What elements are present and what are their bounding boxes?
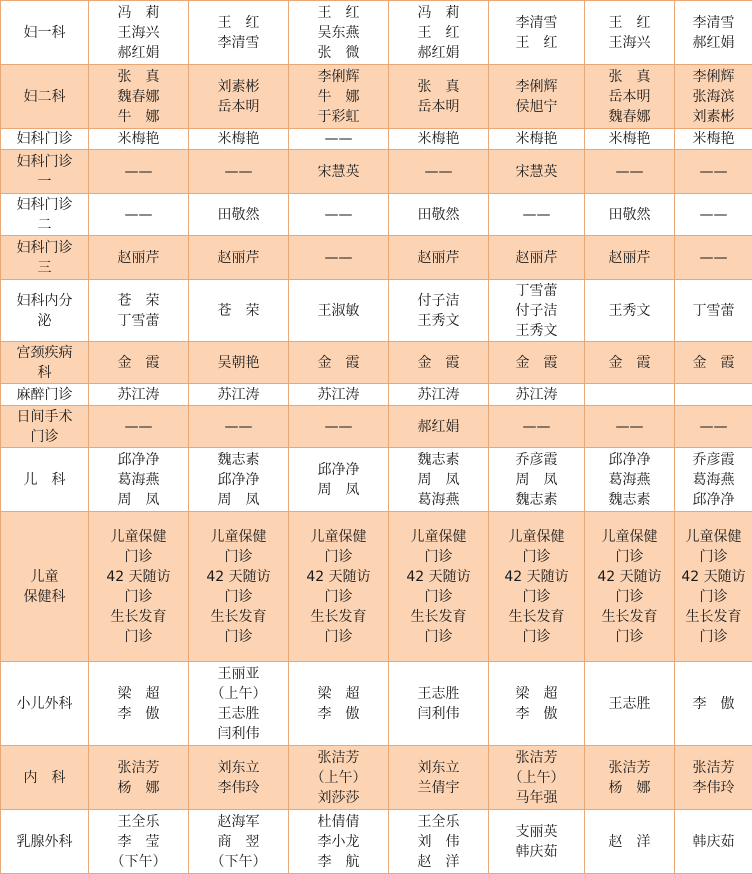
doctor-cell: 邱净净 周 凤 (289, 448, 389, 512)
department-cell: 妇科内分 泌 (1, 280, 89, 342)
schedule-row (1, 406, 752, 448)
doctor-cell: 魏志素 邱净净 周 凤 (189, 448, 289, 512)
doctor-cell: 金 霞 (389, 342, 489, 384)
doctor-cell: 金 霞 (489, 342, 585, 384)
doctor-cell: 金 霞 (89, 342, 189, 384)
schedule-row (1, 512, 752, 662)
doctor-cell: 王 红 李清雪 (189, 1, 289, 65)
doctor-cell: 赵丽芹 (89, 236, 189, 280)
doctor-cell (585, 384, 675, 406)
schedule-row (1, 280, 752, 342)
doctor-cell (675, 384, 752, 406)
doctor-cell: 李清雪 郝红娟 (675, 1, 752, 65)
doctor-cell: 乔彦霞 葛海燕 邱净净 (675, 448, 752, 512)
doctor-cell: 冯 莉 王海兴 郝红娟 (89, 1, 189, 65)
schedule-row (1, 150, 752, 194)
doctor-cell: 田敬然 (389, 194, 489, 236)
doctor-cell: 儿童保健 门诊 42 天随访 门诊 生长发育 门诊 (489, 512, 585, 662)
doctor-cell: 李俐辉 张海滨 刘素彬 (675, 65, 752, 129)
doctor-cell: 王全乐 李 莹 （下午） (89, 810, 189, 874)
doctor-cell: 苍 荣 丁雪蕾 (89, 280, 189, 342)
doctor-cell: 李清雪 王 红 (489, 1, 585, 65)
schedule-row (1, 194, 752, 236)
doctor-cell: 王秀文 (585, 280, 675, 342)
doctor-cell: 赵丽芹 (489, 236, 585, 280)
doctor-cell: 苏江涛 (289, 384, 389, 406)
doctor-cell: 宋慧英 (489, 150, 585, 194)
doctor-cell: 张洁芳 杨 娜 (89, 746, 189, 810)
doctor-cell: 米梅艳 (189, 129, 289, 150)
schedule-row (1, 1, 752, 65)
doctor-cell: 张洁芳 杨 娜 (585, 746, 675, 810)
doctor-cell: —— (489, 406, 585, 448)
doctor-cell: 米梅艳 (585, 129, 675, 150)
doctor-cell: 梁 超 李 傲 (89, 662, 189, 746)
doctor-cell: 张洁芳 李伟玲 (675, 746, 752, 810)
doctor-cell: —— (675, 194, 752, 236)
doctor-cell: 邱净净 葛海燕 周 凤 (89, 448, 189, 512)
department-cell: 妇科门诊 (1, 129, 89, 150)
doctor-cell: 苏江涛 (489, 384, 585, 406)
doctor-cell: —— (89, 406, 189, 448)
doctor-cell: 杜倩倩 李小龙 李 航 (289, 810, 389, 874)
doctor-cell: 张 真 魏春娜 牛 娜 (89, 65, 189, 129)
schedule-row (1, 810, 752, 874)
doctor-cell: 刘东立 李伟玲 (189, 746, 289, 810)
doctor-cell: 魏志素 周 凤 葛海燕 (389, 448, 489, 512)
doctor-cell: —— (489, 194, 585, 236)
doctor-cell: 苏江涛 (189, 384, 289, 406)
schedule-row (1, 65, 752, 129)
schedule-row (1, 448, 752, 512)
doctor-cell: 米梅艳 (389, 129, 489, 150)
doctor-cell: 金 霞 (289, 342, 389, 384)
doctor-cell: 儿童保健 门诊 42 天随访 门诊 生长发育 门诊 (89, 512, 189, 662)
schedule-row (1, 662, 752, 746)
doctor-cell: 乔彦霞 周 凤 魏志素 (489, 448, 585, 512)
doctor-cell: 张 真 岳本明 (389, 65, 489, 129)
schedule-row (1, 384, 752, 406)
doctor-cell: 王淑敏 (289, 280, 389, 342)
doctor-cell: 苏江涛 (389, 384, 489, 406)
doctor-cell: 金 霞 (585, 342, 675, 384)
doctor-cell: 付子洁 王秀文 (389, 280, 489, 342)
doctor-cell: 赵丽芹 (389, 236, 489, 280)
doctor-cell: 田敬然 (585, 194, 675, 236)
doctor-cell: 苏江涛 (89, 384, 189, 406)
doctor-cell: 王 红 吴东燕 张 微 (289, 1, 389, 65)
schedule-row (1, 746, 752, 810)
doctor-cell: 王全乐 刘 伟 赵 洋 (389, 810, 489, 874)
doctor-cell: 李 傲 (675, 662, 752, 746)
doctor-cell: —— (289, 194, 389, 236)
doctor-cell: 儿童保健 门诊 42 天随访 门诊 生长发育 门诊 (189, 512, 289, 662)
doctor-cell: 王丽亚 （上午） 王志胜 闫利伟 (189, 662, 289, 746)
doctor-cell: 王志胜 闫利伟 (389, 662, 489, 746)
doctor-cell: 米梅艳 (89, 129, 189, 150)
department-cell: 内 科 (1, 746, 89, 810)
doctor-cell: —— (675, 236, 752, 280)
department-cell: 妇科门诊 三 (1, 236, 89, 280)
doctor-cell: 梁 超 李 傲 (489, 662, 585, 746)
department-cell: 日间手术 门诊 (1, 406, 89, 448)
doctor-cell: —— (289, 406, 389, 448)
department-cell: 小儿外科 (1, 662, 89, 746)
department-cell: 儿 科 (1, 448, 89, 512)
doctor-cell: —— (289, 236, 389, 280)
doctor-cell: —— (585, 150, 675, 194)
department-cell: 妇科门诊 一 (1, 150, 89, 194)
doctor-cell: 赵丽芹 (189, 236, 289, 280)
doctor-cell: —— (389, 150, 489, 194)
schedule-row (1, 342, 752, 384)
department-cell: 宫颈疾病 科 (1, 342, 89, 384)
doctor-cell: —— (585, 406, 675, 448)
department-cell: 妇一科 (1, 1, 89, 65)
doctor-cell: 赵丽芹 (585, 236, 675, 280)
doctor-cell: 儿童保健 门诊 42 天随访 门诊 生长发育 门诊 (289, 512, 389, 662)
doctor-cell: 冯 莉 王 红 郝红娟 (389, 1, 489, 65)
doctor-cell: 田敬然 (189, 194, 289, 236)
doctor-cell: 米梅艳 (489, 129, 585, 150)
department-cell: 麻醉门诊 (1, 384, 89, 406)
doctor-cell: 张洁芳 （上午） 马年强 (489, 746, 585, 810)
doctor-cell: 赵 洋 (585, 810, 675, 874)
doctor-cell: 儿童保健 门诊 42 天随访 门诊 生长发育 门诊 (585, 512, 675, 662)
doctor-cell: 丁雪蕾 (675, 280, 752, 342)
doctor-cell: 宋慧英 (289, 150, 389, 194)
doctor-cell: 李俐辉 侯旭宁 (489, 65, 585, 129)
doctor-cell: 王志胜 (585, 662, 675, 746)
doctor-cell: 梁 超 李 傲 (289, 662, 389, 746)
doctor-cell: 郝红娟 (389, 406, 489, 448)
doctor-cell: —— (189, 406, 289, 448)
doctor-cell: 邱净净 葛海燕 魏志素 (585, 448, 675, 512)
doctor-cell: 赵海军 商 翌 （下午） (189, 810, 289, 874)
doctor-cell: 王 红 王海兴 (585, 1, 675, 65)
doctor-cell: 米梅艳 (675, 129, 752, 150)
schedule-row (1, 236, 752, 280)
doctor-cell: 支丽英 韩庆茹 (489, 810, 585, 874)
doctor-cell: —— (675, 406, 752, 448)
doctor-cell: 金 霞 (675, 342, 752, 384)
doctor-cell: —— (89, 194, 189, 236)
doctor-cell: —— (289, 129, 389, 150)
doctor-cell: 张洁芳 （上午） 刘莎莎 (289, 746, 389, 810)
doctor-cell: 苍 荣 (189, 280, 289, 342)
department-cell: 妇科门诊 二 (1, 194, 89, 236)
doctor-cell: —— (675, 150, 752, 194)
department-cell: 妇二科 (1, 65, 89, 129)
department-cell: 儿童 保健科 (1, 512, 89, 662)
doctor-cell: 刘素彬 岳本明 (189, 65, 289, 129)
doctor-cell: 儿童保健 门诊 42 天随访 门诊 生长发育 门诊 (675, 512, 752, 662)
doctor-cell: 刘东立 兰倩宇 (389, 746, 489, 810)
department-cell: 乳腺外科 (1, 810, 89, 874)
doctor-cell: —— (189, 150, 289, 194)
doctor-cell: 丁雪蕾 付子洁 王秀文 (489, 280, 585, 342)
doctor-cell: 儿童保健 门诊 42 天随访 门诊 生长发育 门诊 (389, 512, 489, 662)
schedule-row (1, 129, 752, 150)
doctor-cell: 韩庆茹 (675, 810, 752, 874)
doctor-cell: 张 真 岳本明 魏春娜 (585, 65, 675, 129)
doctor-cell: —— (89, 150, 189, 194)
doctor-cell: 李俐辉 牛 娜 于彩虹 (289, 65, 389, 129)
schedule-body (1, 1, 752, 874)
doctor-cell: 吴朝艳 (189, 342, 289, 384)
